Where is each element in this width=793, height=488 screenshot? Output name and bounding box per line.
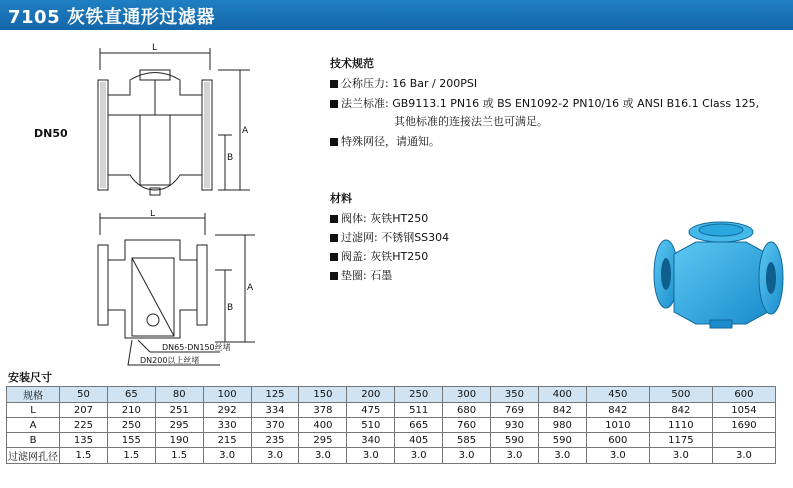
- table-cell: 340: [347, 433, 395, 448]
- table-cell: 680: [443, 403, 491, 418]
- table-cell: 1690: [712, 418, 775, 433]
- material-line: 垫圈: 石墨: [330, 267, 392, 283]
- table-cell: 511: [395, 403, 443, 418]
- spec-line: 其他标准的连接法兰也可满足。: [394, 115, 548, 128]
- table-cell: 842: [649, 403, 712, 418]
- bottom-dim-L: L: [150, 210, 156, 219]
- materials-heading: 材料: [330, 192, 352, 205]
- specs-heading: 技术规范: [330, 57, 374, 70]
- table-row: [7, 433, 776, 448]
- note-plug-large: DN200以上丝堵: [140, 356, 200, 365]
- table-cell: 210: [107, 403, 155, 418]
- table-cell: 65: [107, 387, 155, 403]
- table-cell: 500: [649, 387, 712, 403]
- table-cell: 295: [299, 433, 347, 448]
- install-dims-heading: 安装尺寸: [8, 371, 52, 384]
- table-cell: 590: [491, 433, 539, 448]
- table-cell: 600: [586, 433, 649, 448]
- top-drawing: [70, 40, 260, 205]
- table-row: [7, 403, 776, 418]
- note-plug-small: DN65-DN150丝堵: [162, 343, 231, 352]
- table-cell: 400: [538, 387, 586, 403]
- table-row: [7, 448, 776, 464]
- table-cell: 1.5: [60, 448, 108, 464]
- table-cell: 842: [538, 403, 586, 418]
- table-cell: 370: [251, 418, 299, 433]
- table-cell: 475: [347, 403, 395, 418]
- table-cell: 292: [203, 403, 251, 418]
- table-row-label: B: [7, 433, 60, 448]
- spec-line: 公称压力: 16 Bar / 200PSI: [330, 75, 477, 91]
- table-cell: 400: [299, 418, 347, 433]
- table-cell: 1110: [649, 418, 712, 433]
- table-row-label: 规格: [7, 387, 60, 403]
- table-cell: 251: [155, 403, 203, 418]
- table-row: [7, 418, 776, 433]
- table-cell: 155: [107, 433, 155, 448]
- table-row-label: 过滤网孔径: [7, 448, 60, 464]
- table-cell: 3.0: [299, 448, 347, 464]
- table-cell: 100: [203, 387, 251, 403]
- table-cell: 235: [251, 433, 299, 448]
- table-cell: 3.0: [203, 448, 251, 464]
- table-cell: 1175: [649, 433, 712, 448]
- dimensions-table: [6, 386, 776, 464]
- table-cell: 405: [395, 433, 443, 448]
- top-dim-A: A: [242, 126, 249, 136]
- page-title: 7105 灰铁直通形过滤器: [8, 7, 215, 28]
- table-cell: 450: [586, 387, 649, 403]
- bottom-dim-A: A: [247, 283, 254, 293]
- table-cell: 250: [107, 418, 155, 433]
- table-cell: 3.0: [649, 448, 712, 464]
- table-cell: 3.0: [491, 448, 539, 464]
- table-cell: 330: [203, 418, 251, 433]
- table-cell: 1.5: [155, 448, 203, 464]
- table-cell: 590: [538, 433, 586, 448]
- table-cell: 295: [155, 418, 203, 433]
- table-cell: 3.0: [712, 448, 775, 464]
- table-cell: 769: [491, 403, 539, 418]
- table-cell: 600: [712, 387, 775, 403]
- material-line: 阀体: 灰铁HT250: [330, 210, 428, 226]
- table-cell: 3.0: [395, 448, 443, 464]
- table-cell: 80: [155, 387, 203, 403]
- table-row: [7, 387, 776, 403]
- table-cell: 250: [395, 387, 443, 403]
- table-cell: 300: [443, 387, 491, 403]
- table-cell: 378: [299, 403, 347, 418]
- table-cell: 1054: [712, 403, 775, 418]
- table-cell: 350: [491, 387, 539, 403]
- table-cell: 200: [347, 387, 395, 403]
- dn-label: DN50: [34, 127, 68, 140]
- table-cell: 842: [586, 403, 649, 418]
- table-cell: 3.0: [443, 448, 491, 464]
- bottom-dim-B: B: [227, 303, 234, 313]
- table-cell: 190: [155, 433, 203, 448]
- title-bar: [0, 0, 793, 30]
- table-cell: 980: [538, 418, 586, 433]
- bottom-drawing: [70, 210, 280, 375]
- table-cell: 585: [443, 433, 491, 448]
- table-cell: 1010: [586, 418, 649, 433]
- table-cell: 3.0: [538, 448, 586, 464]
- material-line: 过滤网: 不锈钢SS304: [330, 229, 449, 245]
- table-cell: 3.0: [251, 448, 299, 464]
- table-cell: 225: [60, 418, 108, 433]
- table-cell: [712, 433, 775, 448]
- table-cell: 510: [347, 418, 395, 433]
- table-cell: 150: [299, 387, 347, 403]
- table-cell: 215: [203, 433, 251, 448]
- table-row-label: A: [7, 418, 60, 433]
- top-dim-B: B: [227, 153, 234, 163]
- table-cell: 3.0: [586, 448, 649, 464]
- material-line: 阀盖: 灰铁HT250: [330, 248, 428, 264]
- table-cell: 1.5: [107, 448, 155, 464]
- table-cell: 3.0: [347, 448, 395, 464]
- product-image: [650, 212, 785, 332]
- spec-line: 特殊网径，请通知。: [330, 133, 440, 149]
- table-cell: 125: [251, 387, 299, 403]
- table-cell: 207: [60, 403, 108, 418]
- table-row-label: L: [7, 403, 60, 418]
- table-cell: 135: [60, 433, 108, 448]
- table-cell: 930: [491, 418, 539, 433]
- spec-line: 法兰标准: GB9113.1 PN16 或 BS EN1092-2 PN10/16 或 ANSI B16.1 Class 125,: [330, 95, 759, 111]
- top-dim-L: L: [152, 43, 158, 53]
- table-cell: 760: [443, 418, 491, 433]
- table-cell: 334: [251, 403, 299, 418]
- table-cell: 50: [60, 387, 108, 403]
- table-cell: 665: [395, 418, 443, 433]
